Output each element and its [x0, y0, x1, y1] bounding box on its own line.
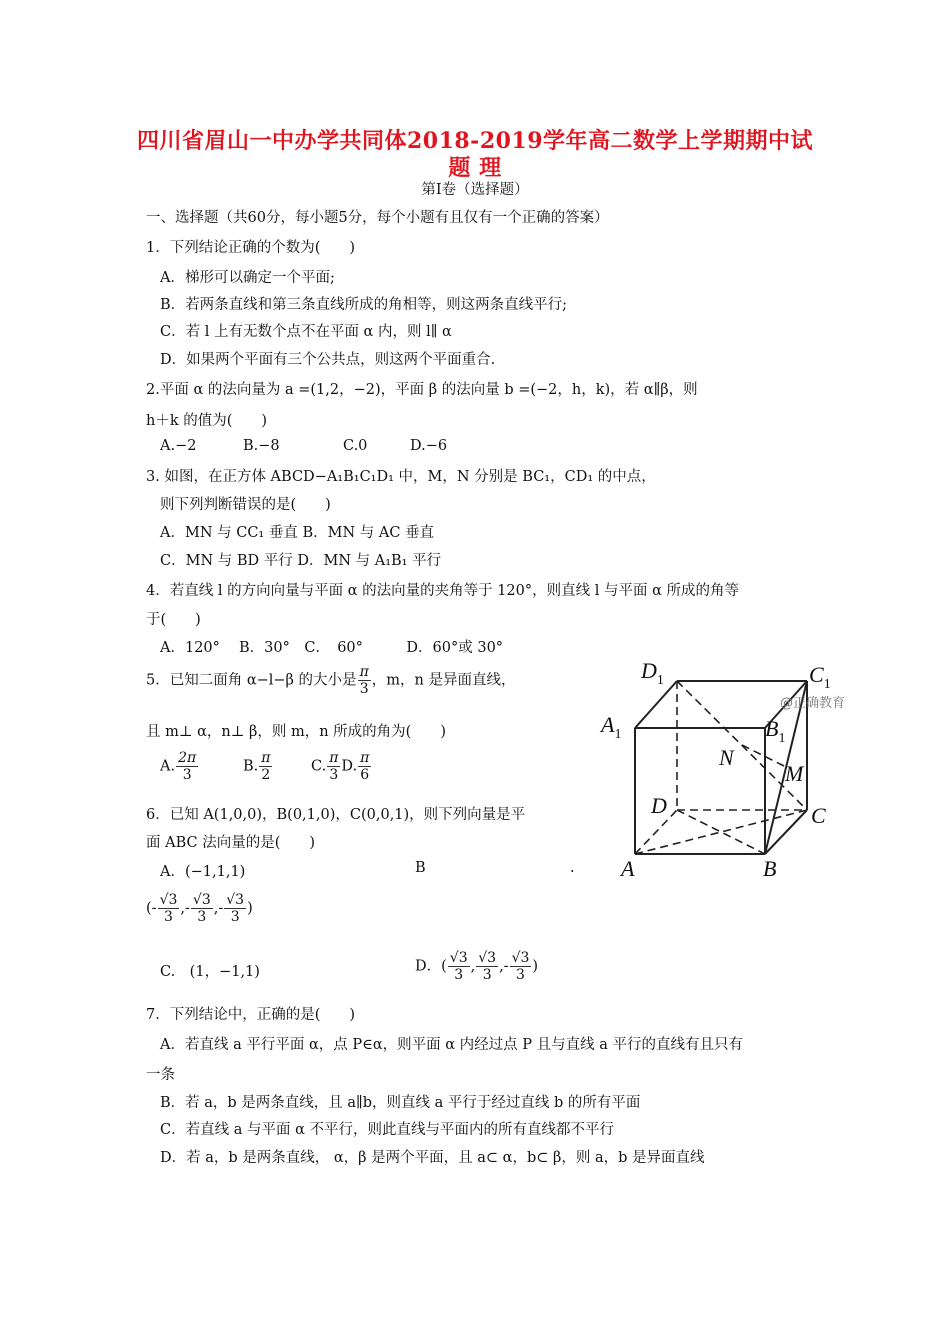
section-title: 第Ⅰ卷（选择题）: [421, 182, 529, 198]
label-d1: $D_1$: [641, 658, 664, 688]
q7-option-b: B．若 a，b 是两条直线，且 a∥b，则直线 a 平行于经过直线 b 的所有平面: [160, 1095, 641, 1111]
label-c: C: [811, 803, 826, 828]
q3-line-1: 3. 如图，在正方体 ABCD−A₁B₁C₁D₁ 中，M，N 分别是 BC₁，CD₁ 的中点，: [146, 469, 656, 485]
cube-figure: [595, 652, 845, 884]
document-title-line-1: 四川省眉山一中办学共同体2018-2019学年高二数学上学期期中试: [136, 128, 814, 154]
q7-option-c: C．若直线 a 与平面 α 不平行，则此直线与平面内的所有直线都不平行: [160, 1122, 614, 1138]
q4-line-2: 于( ): [146, 612, 201, 628]
q7-option-d: D．若 a，b 是两条直线， α，β 是两个平面，且 a⊂ α，b⊂ β，则 a，b 是异面直线: [160, 1150, 705, 1166]
q7-stem: 7．下列结论中，正确的是( ): [146, 1007, 356, 1023]
q2-option-c: C.0: [343, 438, 368, 454]
label-d: D: [651, 793, 667, 818]
q5-option-b: B. $\frac{\pi}{2}$: [243, 750, 271, 783]
q3-line-2: 则下列判断错误的是( ): [160, 497, 331, 513]
q3-options-ab: A．MN 与 CC₁ 垂直 B．MN 与 AC 垂直: [160, 525, 435, 541]
edge-a1-d1: [635, 681, 677, 728]
q3-options-cd: C．MN 与 BD 平行 D．MN 与 A₁B₁ 平行: [160, 553, 442, 569]
q2-line-1: 2.平面 α 的法向量为 a =(1,2，−2)，平面 β 的法向量 b =(−2，h，k)，若 α∥β，则: [146, 382, 698, 398]
q6-option-a: A．(−1,1,1): [160, 864, 246, 880]
q1-option-b: B．若两条直线和第三条直线所成的角相等，则这两条直线平行;: [160, 297, 568, 313]
q1-option-c: C．若 l 上有无数个点不在平面 α 内，则 l∥ α: [160, 324, 452, 340]
document-title-line-2: 题 理: [448, 155, 502, 181]
label-m: M: [785, 761, 804, 786]
q4-options: A．120° B．30° C． 60° D．60°或 30°: [160, 640, 504, 656]
q5-line-2: 且 m⊥ α，n⊥ β，则 m，n 所成的角为( ): [146, 724, 446, 740]
q5-pre: 5．已知二面角 α−l−β 的大小是: [146, 672, 357, 689]
q1-stem: 1．下列结论正确的个数为( ): [146, 240, 356, 256]
label-a: A: [621, 856, 635, 881]
q6-line-1: 6．已知 A(1,0,0)，B(0,1,0)，C(0,0,1)，则下列向量是平: [146, 807, 526, 823]
q5-post: ，m，n 是异面直线，: [371, 672, 516, 689]
q2-line-2: h＋k 的值为( ): [146, 413, 268, 429]
watermark: @正确教育: [780, 696, 845, 711]
label-b1: $B_1$: [765, 716, 786, 746]
q6-option-b-vector: (- $\frac{√3}{3}$ ,- $\frac{√3}{3}$ ,- $\frac{√3}{3}$ ): [146, 892, 253, 925]
q6-option-b-label: B: [415, 860, 426, 876]
q7-option-a-line-2: 一条: [146, 1067, 175, 1083]
part-intro: 一、选择题（共60分，每小题5分，每个小题有且仅有一个正确的答案）: [146, 210, 609, 226]
q6-option-b-dot: .: [570, 860, 575, 876]
label-n: N: [719, 745, 734, 770]
q6-option-c: C. (1，−1,1): [160, 964, 260, 980]
q6-line-2: 面 ABC 法向量的是( ): [146, 835, 316, 851]
q1-option-d: D．如果两个平面有三个公共点，则这两个平面重合.: [160, 352, 496, 368]
label-a1: $A_1$: [601, 712, 622, 742]
q5-option-a: A. $\frac{2\pi}{3}$: [160, 750, 197, 783]
q7-option-a-line-1: A．若直线 a 平行平面 α，点 P∈α，则平面 α 内经过点 P 且与直线 a 平行的直线有且只有: [160, 1037, 743, 1053]
q5-option-c-d: C. $\frac{\pi}{3}$ D. $\frac{\pi}{6}$: [311, 750, 370, 783]
label-c1: $C_1$: [809, 662, 831, 692]
q5-fraction-pi-3: $\frac{\pi}{3}$: [359, 664, 369, 697]
q1-option-a: A．梯形可以确定一个平面;: [160, 270, 335, 286]
label-b: B: [763, 856, 777, 881]
segment-d-b: [677, 810, 765, 854]
q5-line-1: [146, 664, 515, 697]
q4-line-1: 4．若直线 l 的方向向量与平面 α 的法向量的夹角等于 120°，则直线 l 与平面 α 所成的角等: [146, 583, 739, 599]
q2-option-a: A.−2: [160, 438, 197, 454]
q2-option-b: B.−8: [243, 438, 280, 454]
q6-option-d: D．( $\frac{√3}{3}$ , $\frac{√3}{3}$ ,- $\frac{√3}{3}$ ): [415, 950, 539, 983]
q2-option-d: D.−6: [410, 438, 448, 454]
